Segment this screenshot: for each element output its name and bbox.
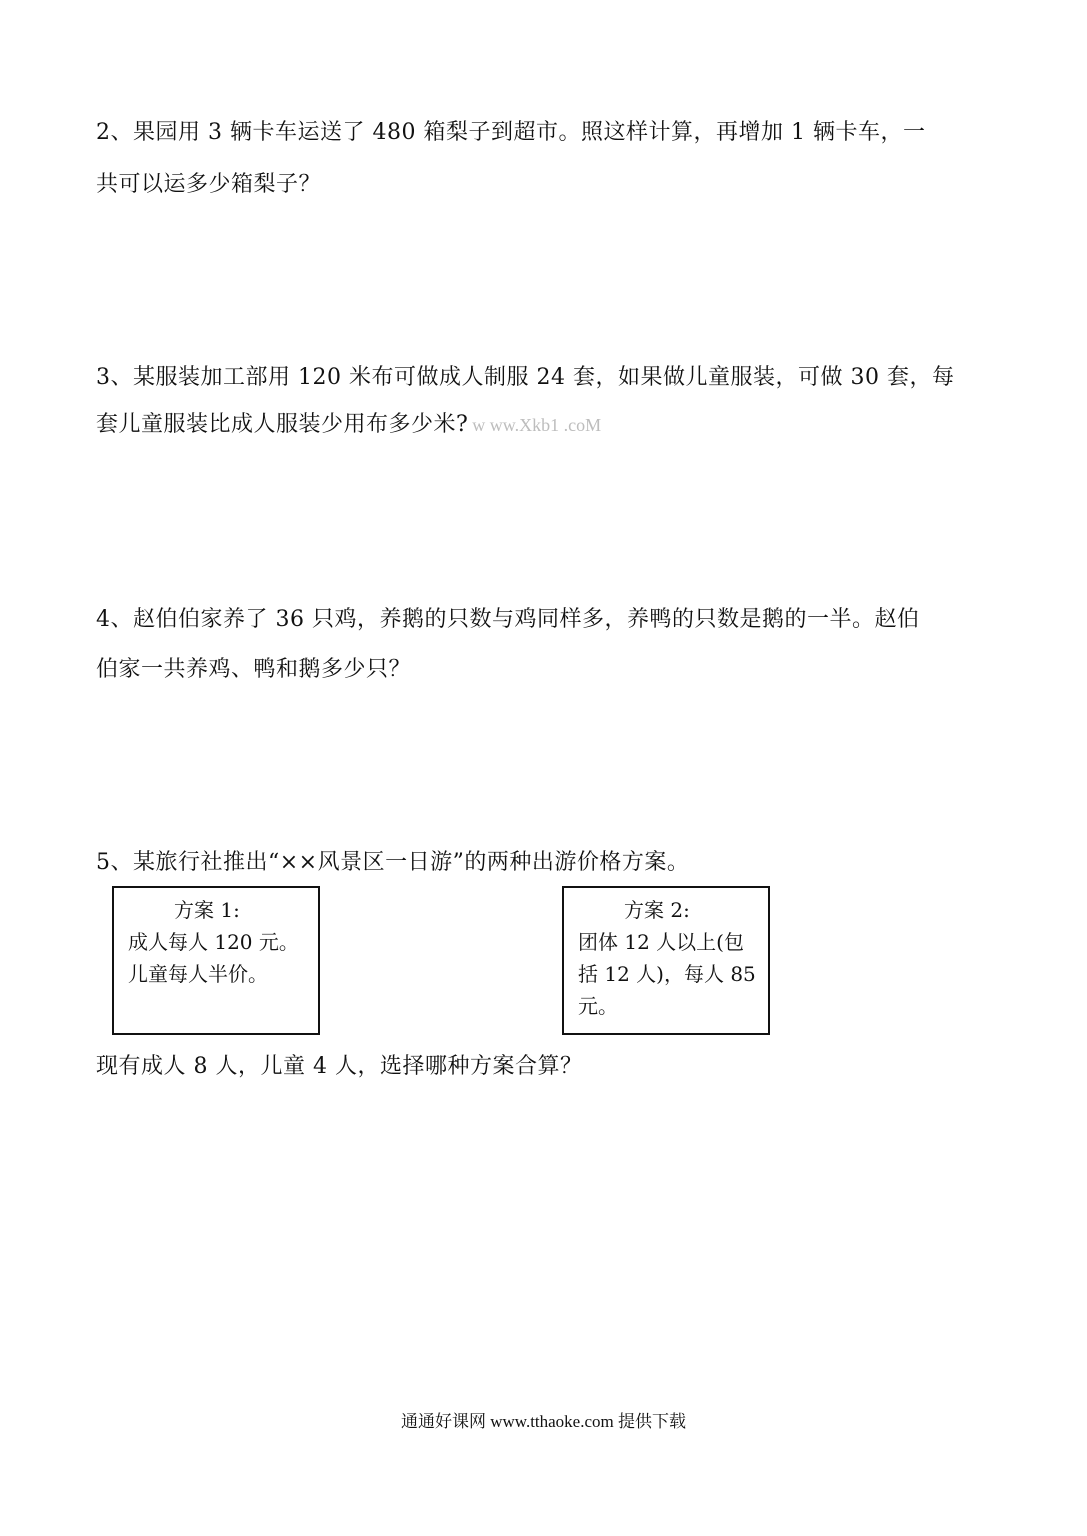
plan-2-line-2: 括 12 人)，每人 85 <box>578 962 756 986</box>
question-2-line-2: 共可以运多少箱梨子？ <box>96 172 322 197</box>
question-3-line-1: 3、某服装加工部用 120 米布可做成人制服 24 套，如果做儿童服装，可做 30 套，每 <box>96 365 955 390</box>
plan-1-title: 方案 1: <box>174 898 240 922</box>
plan-1-box <box>112 886 320 1035</box>
plan-1-line-1: 成人每人 120 元。 <box>128 930 299 954</box>
question-3-line-2 <box>96 410 601 440</box>
plan-2-title: 方案 2: <box>624 898 690 922</box>
question-2-line-1: 2、果园用 3 辆卡车运送了 480 箱梨子到超市。照这样计算，再增加 1 辆卡车，一 <box>96 120 926 145</box>
plan-2-line-1: 团体 12 人以上(包 <box>578 930 744 954</box>
question-4-line-1: 4、赵伯伯家养了 36 只鸡，养鹅的只数与鸡同样多，养鸭的只数是鹅的一半。赵伯 <box>96 607 920 632</box>
question-3-text: 套儿童服装比成人服装少用布多少米? <box>96 412 469 437</box>
footer-text: 通通好课网 www.tthaoke.com 提供下载 <box>400 1412 687 1431</box>
question-4-line-2: 伯家一共养鸡、鸭和鹅多少只？ <box>96 657 412 682</box>
question-5-line-1: 5、某旅行社推出“××风景区一日游”的两种出游价格方案。 <box>96 850 690 875</box>
plan-1-line-2: 儿童每人半价。 <box>128 962 268 986</box>
watermark-text: w ww.Xkb1 .coM <box>472 415 602 435</box>
plan-2-box <box>562 886 770 1035</box>
plan-2-line-3: 元。 <box>578 994 618 1018</box>
question-5-question: 现有成人 8 人，儿童 4 人，选择哪种方案合算？ <box>96 1054 583 1079</box>
